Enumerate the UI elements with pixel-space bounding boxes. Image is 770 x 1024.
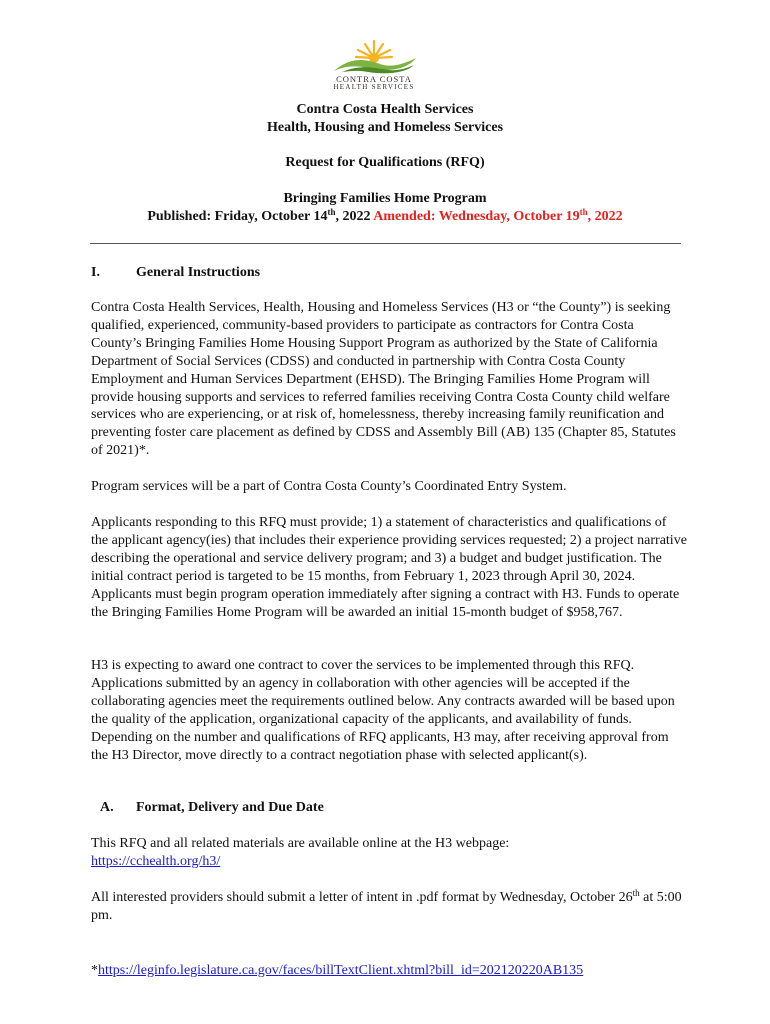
sun-hills-icon: [328, 38, 420, 74]
header-divider: [90, 243, 681, 244]
rfq-title: Request for Qualifications (RFQ): [285, 155, 485, 170]
division-title: Health, Housing and Homeless Services: [266, 120, 504, 135]
section-number: I.: [91, 265, 100, 280]
publish-dates: [0, 208, 770, 226]
org-title: Contra Costa Health Services: [296, 102, 474, 117]
logo-line-2: HEALTH SERVICES: [333, 83, 415, 91]
amended-date: Amended: Wednesday, October 19th, 2022: [373, 207, 623, 224]
award-paragraph: H3 is expecting to award one contract to cover the services to be implemented through this RFQ. Applications submitted by an agency in collaboration with other agencies will be accepted if the collaborating agencies meet the requirements outlined below. Any contracts awarded will be based upon the quality of the application, organizational capacity of the applicants, and availability of funds. Depending on the number and qualifications of RFQ applicants, H3 may, after receiving approval from the H3 Director, move directly to a contract negotiation phase with selected applicant(s).: [91, 658, 675, 763]
applicant-requirements-paragraph: Applicants responding to this RFQ must provide; 1) a statement of characteristics and qualifications of the applicant agency(ies) that includes their experience providing services requested; 2) a project narrative describing the operational and service delivery program; and 3) a budget and budget justification. The initial contract period is targeted to be 15 months, from February 1, 2023 through April 30, 2024. Applicants must begin program operation immediately after signing a contract with H3. Funds to operate the Bringing Families Home Program will be awarded an initial 15-month budget of $958,767.: [91, 515, 687, 620]
program-title: Bringing Families Home Program: [283, 191, 487, 206]
logo-line-1: CONTRA COSTA: [336, 74, 412, 84]
h3-webpage-link[interactable]: https://cchealth.org/h3/: [91, 853, 221, 869]
contra-costa-health-logo: [328, 38, 420, 94]
published-date: Published: Friday, October 14th, 2022: [147, 207, 374, 224]
footnote: *https://leginfo.legislature.ca.gov/faces/billTextClient.xhtml?bill_id=202120220AB135: [91, 963, 584, 978]
materials-paragraph: This RFQ and all related materials are available online at the H3 webpage: https://cchealth.org/h3/: [91, 836, 510, 869]
subsection-letter: A.: [100, 800, 114, 815]
subsection-title: Format, Delivery and Due Date: [136, 800, 324, 815]
letter-of-intent-paragraph: All interested providers should submit a letter of intent in .pdf format by Wednesday, October 26th at 5:00 pm.: [91, 888, 682, 923]
coordinated-entry-paragraph: Program services will be a part of Contra Costa County’s Coordinated Entry System.: [91, 479, 567, 494]
intro-paragraph: Contra Costa Health Services, Health, Housing and Homeless Services (H3 or “the County”) is seeking qualified, experienced, community-based providers to participate as contractors for Contra Costa County’s Bringing Families Home Housing Support Program as authorized by the State of California Department of Social Services (CDSS) and conducted in partnership with Contra Costa County Employment and Human Services Department (EHSD). The Bringing Families Home Program will provide housing supports and services to referred families receiving Contra Costa County child welfare services who are experiencing, or at risk of, homelessness, thereby increasing family reunification and preventing foster care placement as defined by CDSS and Assembly Bill (AB) 135 (Chapter 85, Statutes of 2021)*.: [91, 300, 676, 459]
legislation-link[interactable]: https://leginfo.legislature.ca.gov/faces/billTextClient.xhtml?bill_id=202120220AB135: [98, 963, 584, 978]
section-title: General Instructions: [136, 265, 261, 280]
